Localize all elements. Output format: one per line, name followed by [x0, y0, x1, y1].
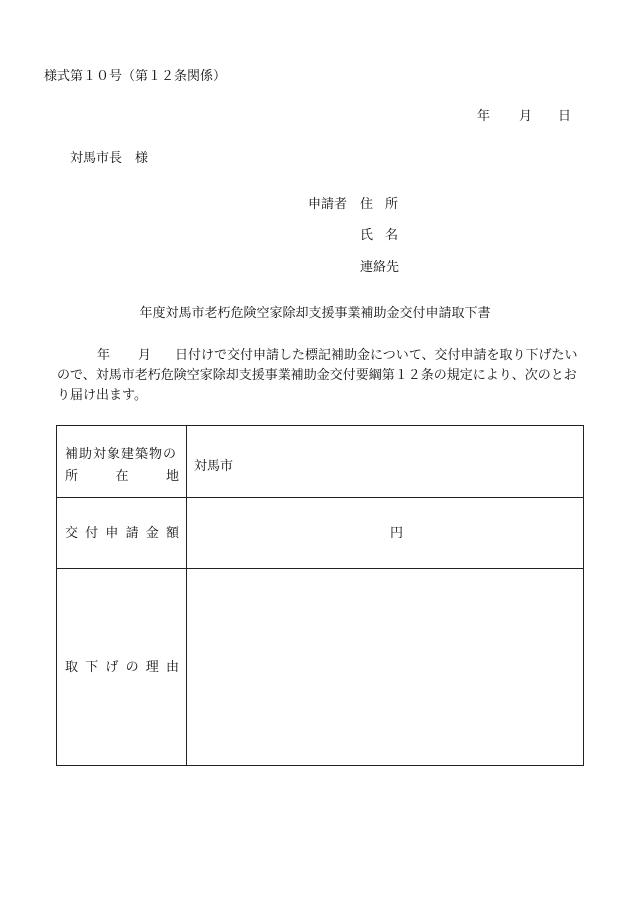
amount-label-char: 申 — [105, 526, 119, 541]
reason-label-char: 取 — [65, 660, 79, 675]
amount-label — [65, 527, 179, 540]
applicant-name-label: 氏名 — [360, 228, 411, 243]
table-row-divider — [57, 497, 583, 498]
reason-label-char: 下 — [85, 660, 99, 675]
amount-label-char: 金 — [145, 526, 159, 541]
date-month-label: 月 — [519, 109, 533, 124]
reason-label — [65, 661, 179, 674]
date-day-label: 日 — [558, 109, 572, 124]
amount-label-char: 交 — [65, 526, 79, 541]
form-table — [56, 425, 584, 766]
location-label-char: 在 — [115, 469, 129, 484]
applicant-label: 申請者 — [308, 197, 348, 212]
location-label-line-2 — [65, 470, 179, 483]
date-year-label: 年 — [477, 109, 491, 124]
table-row-divider — [57, 568, 583, 569]
body-month: 月 — [138, 348, 152, 363]
reason-label-char: 理 — [145, 660, 159, 675]
location-value[interactable]: 対馬市 — [194, 459, 234, 474]
location-label-char: 地 — [165, 469, 179, 484]
body-line-3: り届け出ます。 — [57, 388, 147, 403]
reason-label-char: の — [125, 660, 139, 675]
body-line-2: ので、対馬市老朽危険空家除却支援事業補助金交付要綱第１２条の規定により、次のとお — [57, 368, 577, 383]
location-label-char: 所 — [65, 469, 79, 484]
amount-label-char: 額 — [165, 526, 179, 541]
body-line-1-text: 日付けで交付申請した標記補助金について、交付申請を取り下げたい — [175, 348, 578, 363]
reason-label-char: げ — [105, 660, 119, 675]
applicant-address-label: 住所 — [360, 197, 411, 212]
document-title: 年度対馬市老朽危険空家除却支援事業補助金交付申請取下書 — [139, 306, 491, 321]
amount-label-char: 付 — [85, 526, 99, 541]
body-year: 年 — [97, 348, 111, 363]
applicant-contact-label: 連絡先 — [360, 260, 400, 275]
amount-unit-yen: 円 — [390, 526, 404, 541]
body-line-1 — [57, 346, 587, 366]
location-label-line-1: 補助対象建築物の — [65, 447, 178, 462]
reason-label-char: 由 — [165, 660, 179, 675]
form-number: 様式第１０号（第１２条関係） — [44, 69, 227, 84]
addressee: 対馬市長 様 — [70, 151, 149, 166]
table-column-divider — [186, 426, 187, 765]
amount-label-char: 請 — [125, 526, 139, 541]
